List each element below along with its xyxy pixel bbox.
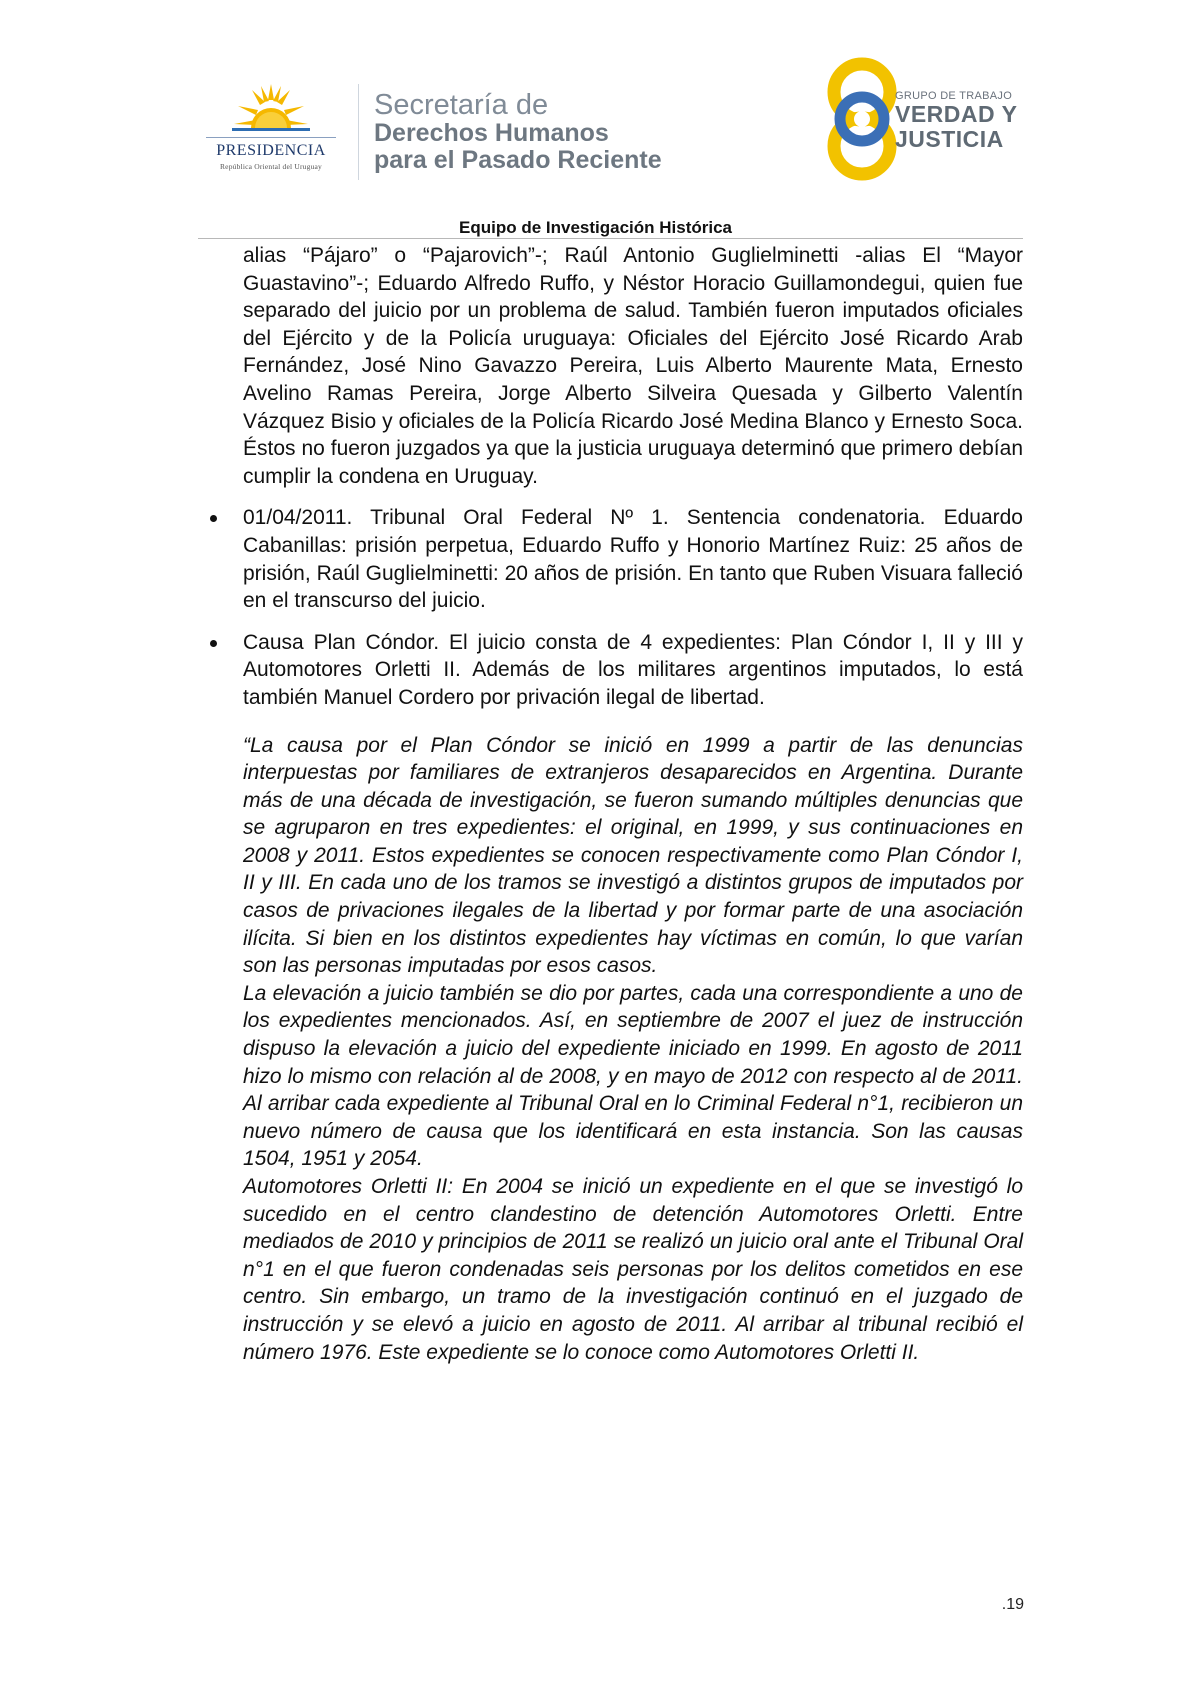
- secretaria-line3: para el Pasado Reciente: [374, 146, 662, 174]
- header-divider: [198, 238, 1023, 239]
- bullet-text: 01/04/2011. Tribunal Oral Federal Nº 1. Sentencia condenatoria. Eduardo Cabanillas: prisión perpetua, Eduardo Ruffo y Honorio Martínez Ruiz: 25 años de prisión, Raúl Guglielminetti: 20 años de prisión. En tanto que Ruben Visuara falleció en el transcurso del juicio.: [243, 506, 1023, 613]
- secretaria-line1: Secretaría de: [374, 89, 549, 121]
- quote-paragraph: “La causa por el Plan Cóndor se inició en 1999 a partir de las denuncias interpuestas por familiares de extranjeros desaparecidos en Argentina. Durante más de una década de investigación, se fueron sumando múltiples denuncias que se agruparon en tres expedientes: el original, en 1999, y sus continuaciones en 2008 y 2011. Estos expedientes se conocen respectivamente como Plan Cóndor I, II y III. En cada uno de los tramos se investigó a distintos grupos de imputados por casos de privaciones ilegales de la libertad y por formar parte de una asociación ilícita. Si bien en los distintos expedientes hay víctimas en común, lo que varían son las personas imputadas por esos casos.: [243, 733, 1023, 978]
- page-number: .19: [1001, 1596, 1024, 1613]
- presidencia-sublabel: República Oriental del Uruguay: [219, 162, 322, 171]
- quote-paragraph: La elevación a juicio también se dio por partes, cada una correspondiente a uno de los expedientes mencionados. Así, en septiembre de 2007 el juez de instrucción dispuso la elevación a juicio del expediente iniciado en 1999. En agosto de 2011 hizo lo mismo con relación al de 2008, y en mayo de 2012 con respecto al de 2011. Al arribar cada expediente al Tribunal Oral en lo Criminal Federal n°1, recibieron un nuevo número de causa que los identificará en esta instancia. Son las causas 1504, 1951 y 2054.: [243, 981, 1023, 1171]
- presidencia-logo: [196, 80, 346, 180]
- quote-paragraph: Automotores Orletti II: En 2004 se inició un expediente en el que se investigó lo sucedido en el centro clandestino de detención Automotores Orletti. Entre mediados de 2010 y principios de 2011 se realizó un juicio oral ante el Tribunal Oral n°1 en el que fueron condenadas seis personas por los delitos cometidos en ese centro. Sin embargo, un tramo de la investigación continuó en el juzgado de instrucción y se elevó a juicio en agosto de 2011. Al arribar al tribunal recibió el número 1976. Este expediente se lo conoce como Automotores Orletti II.: [243, 1175, 1023, 1364]
- verdad-justicia-logo-text: [895, 90, 1045, 152]
- gtvj-line1: VERDAD Y: [895, 101, 1018, 127]
- sun-of-may-icon: [232, 80, 310, 132]
- list-item: [243, 629, 1023, 712]
- logo-rule: [206, 137, 336, 138]
- gtvj-small-label: GRUPO DE TRABAJO: [895, 90, 1013, 102]
- page-header: [0, 0, 1191, 235]
- secretaria-line2: Derechos Humanos: [374, 119, 609, 147]
- bullet-icon: [210, 515, 217, 522]
- continuation-paragraph: alias “Pájaro” o “Pajarovich”-; Raúl Antonio Guglielminetti -alias El “Mayor Guastavino”-; Eduardo Alfredo Ruffo, y Néstor Horacio Guillamondegui, quien fue separado del juicio por un problema de salud. También fueron imputados oficiales del Ejército y de la Policía uruguaya: Oficiales del Ejército José Ricardo Arab Fernández, José Nino Gavazzo Pereira, Luis Alberto Maurente Mata, Ernesto Avelino Ramas Pereira, Jorge Alberto Silveira Quesada y Gilberto Valentín Vázquez Bisio y oficiales de la Policía Ricardo José Medina Blanco y Ernesto Soca. Éstos no fueron juzgados ya que la justicia uruguaya determinó que primero debían cumplir la condena en Uruguay.: [243, 244, 1023, 488]
- bullet-text: Causa Plan Cóndor. El juicio consta de 4 expedientes: Plan Cóndor I, II y III y Automotores Orletti II. Además de los militares argentinos imputados, lo está también Manuel Cordero por privación ilegal de libertad.: [243, 630, 1023, 709]
- gtvj-line2: JUSTICIA: [895, 126, 1004, 152]
- secretaria-logo: [374, 90, 704, 174]
- block-quote: [243, 732, 1023, 1367]
- team-title: Equipo de Investigación Histórica: [459, 218, 732, 237]
- presidencia-label: PRESIDENCIA: [216, 142, 326, 159]
- logo-divider: [358, 84, 359, 180]
- document-body: [243, 242, 1023, 1366]
- bullet-icon: [210, 640, 217, 647]
- list-item: [243, 504, 1023, 614]
